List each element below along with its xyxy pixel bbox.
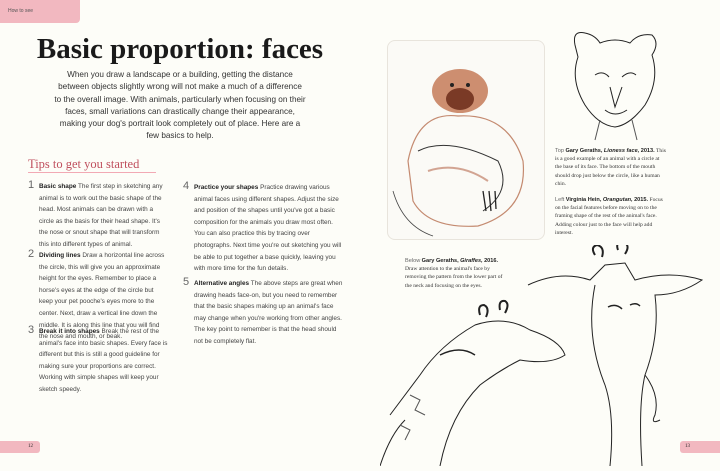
tip-text: The first step in sketching any animal is to work out the basic shape of the head. Most animals can be drawn with a circle as the basis for their head shape. It's the nose or snout shape that will transform this into different types of animal. — [39, 183, 163, 248]
caption-work: Giraffes, — [460, 258, 483, 264]
caption-work: Lioness face, — [603, 148, 640, 154]
caption-label: Below — [405, 258, 421, 264]
running-head-tab — [0, 0, 80, 23]
orangutan-illustration — [387, 40, 545, 240]
tip-number: 5 — [183, 276, 190, 288]
caption-text: This is a good example of an animal with a circle at the base of its face. The bottom of the mouth should drop just below the circle, like a human chin. — [555, 148, 666, 187]
tips-heading: Tips to get you started — [28, 157, 140, 171]
tip-text: Break the rest of the animal's face into basic shapes. Every face is different but this is still a good guideline for making sure your proportions are correct. Working with simple shapes will keep your sketch speedy. — [39, 328, 168, 393]
tip-5 — [183, 278, 343, 348]
caption-credit: Gary Geraths, — [565, 148, 603, 154]
page-number-left: 12 — [0, 441, 40, 453]
tip-number: 1 — [28, 179, 35, 191]
tip-4 — [183, 182, 343, 275]
intro-paragraph: When you draw a landscape or a building, getting the distance between objects slightly wrong will not make a much of a difference to the overall image. With animals, particularly when focusing on their faces, small variations can drastically change their appearance, making your dog's portrait look completely out of place. Here are a few basics to help. — [54, 70, 306, 141]
caption-left — [555, 196, 667, 237]
giraffes-sketch — [380, 245, 710, 466]
tip-number: 4 — [183, 180, 190, 192]
caption-label: Top — [555, 148, 565, 154]
tip-text: Draw a horizontal line across the circle, this will give you an approximate height for the eyes. Remember to place a horse's eyes at the edge of the circle but keep your pet pooche's eyes more to the center. Next, draw a vertical line down the middle. It is along this line that you will find the nose and mouth, or beak. — [39, 252, 165, 341]
tip-text: Practice drawing various animal faces using different shapes. Adjust the size and position of the shapes until you've got a basic composition for the animals you draw most often. You can also practice this by tracing over photographs. Next time you're out sketching you will be able to put together a base quickly, leaving you with more time for the fun details. — [194, 184, 342, 273]
caption-year: 2013. — [640, 148, 655, 154]
caption-credit: Gary Geraths, — [421, 258, 459, 264]
tip-1 — [28, 181, 168, 251]
tip-title: Alternative angles — [194, 280, 250, 287]
tips-divider — [28, 172, 156, 173]
caption-label: Left — [555, 197, 565, 203]
caption-text: Draw attention to the animal's face by removing the pattern from the lower part of the neck and focusing on the eyes. — [405, 266, 503, 289]
tip-title: Dividing lines — [39, 252, 81, 259]
caption-credit: Virginia Hein, — [565, 197, 602, 203]
caption-work: Orangutan, — [602, 197, 633, 203]
lioness-sketch — [560, 25, 670, 145]
tip-title: Practice your shapes — [194, 184, 259, 191]
tip-number: 2 — [28, 248, 35, 260]
caption-year: 2015. — [634, 197, 649, 203]
running-head: How to see — [8, 8, 34, 14]
caption-top — [555, 147, 667, 188]
tip-number: 3 — [28, 324, 35, 336]
tip-3 — [28, 326, 168, 396]
tip-title: Basic shape — [39, 183, 77, 190]
page-number-right: 13 — [680, 441, 720, 453]
caption-year: 2016. — [484, 258, 499, 264]
tip-title: Break it into shapes — [39, 328, 100, 335]
page-title: Basic proportion: faces — [36, 33, 324, 65]
tip-text: The above steps are great when drawing heads face-on, but you need to remember that the basic shapes making up an animal's face may change when you're working from other angles. The key point to remember is that the head should not be completely flat. — [194, 280, 343, 345]
caption-text: Focus on the facial features before moving on to the framing shape of the rest of the animal's face. Adding colour just to the face will help add interest. — [555, 197, 663, 236]
